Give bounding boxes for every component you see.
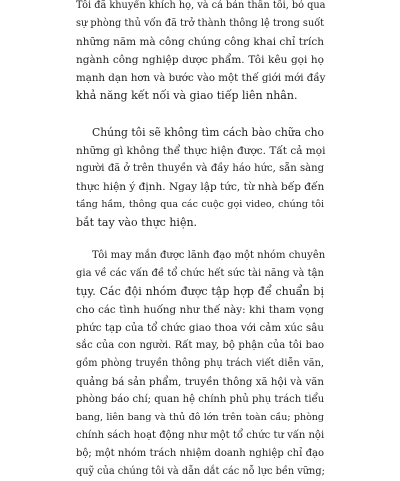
text-line: khả năng kết nối và giao tiếp liên nhân. bbox=[76, 89, 298, 102]
text-line: gia về các vấn đề tổ chức hết sức tài năng và tận bbox=[76, 268, 324, 279]
text-line: quảng bá sản phẩm, truyền thông xã hội và văn bbox=[76, 376, 324, 388]
text-line: bộ; một nhóm trách nhiệm doanh nghiệp chỉ đạo bbox=[76, 448, 324, 459]
text-line: bang, liên bang và thủ đô lớn trên toàn cầu; phòng bbox=[76, 412, 324, 423]
text-line: cho các tình huống như thế này: khi tham vọng bbox=[76, 304, 324, 316]
text-line: sắc của con người. Rất may, bộ phận của tôi bao bbox=[76, 340, 324, 351]
text-line: phức tạp của tổ chức giao thoa với cảm xúc sâu bbox=[76, 322, 324, 334]
text-line: phòng báo chí; quan hệ chính phủ phụ trách tiểu bbox=[76, 394, 325, 405]
text-line: những năm mà công chúng công khai chỉ trích bbox=[76, 36, 324, 48]
text-line: bắt tay vào thực hiện. bbox=[76, 216, 198, 229]
paragraph-2 bbox=[76, 124, 324, 232]
text-line: chính sách hoạt động như một tổ chức tư vấn nội bbox=[76, 430, 325, 441]
text-line: những gì không thể thực hiện được. Tất cả mọi bbox=[76, 145, 326, 157]
text-line: mạnh dạn hơn và bước vào một thế giới mới đầy bbox=[76, 72, 326, 84]
paragraph-1 bbox=[76, 0, 324, 105]
text-line: tầng hầm, thông qua các cuộc gọi video, chúng tôi bbox=[76, 199, 324, 210]
text-line: Tôi may mắn được lãnh đạo một nhóm chuyên bbox=[92, 250, 326, 261]
text-line: quỹ của chúng tôi và dẫn dắt các nỗ lực bền vững; bbox=[76, 466, 325, 477]
text-line: thực hiện ý định. Ngay lập tức, từ nhà bếp đến bbox=[76, 181, 325, 193]
text-line: Chúng tôi sẽ không tìm cách bào chữa cho bbox=[92, 126, 324, 139]
text-line: sự phòng thủ vốn đã trở thành thông lệ trong suốt bbox=[76, 18, 325, 29]
text-line: gồm phòng truyền thông phụ trách viết diễn văn, bbox=[76, 358, 324, 369]
text-line: ngành công nghiệp dược phẩm. Tôi kêu gọi họ bbox=[76, 54, 324, 66]
text-line: người đã ở trên thuyền và đầy háo hức, sẵn sàng bbox=[76, 163, 324, 174]
text-line: Tôi đã khuyến khích họ, và cả bản thân tôi, bỏ qua bbox=[76, 0, 326, 11]
text-line: tụy. Các đội nhóm được tập hợp để chuẩn bị bbox=[76, 285, 324, 298]
paragraph-3 bbox=[76, 247, 324, 481]
